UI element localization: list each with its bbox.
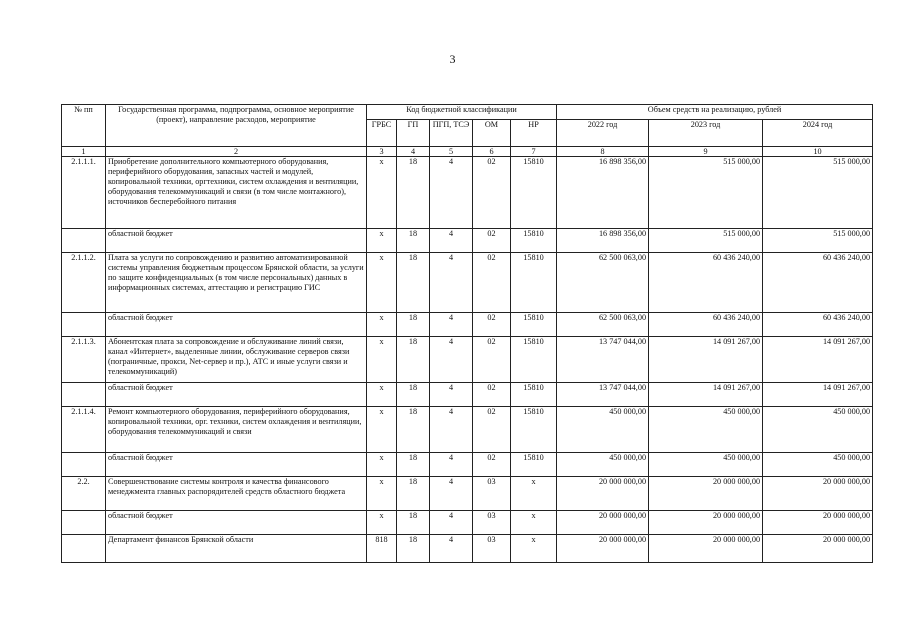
col-om-header: ОМ	[473, 120, 511, 147]
cell-gp: 18	[397, 453, 430, 477]
cell-2024: 450 000,00	[763, 407, 873, 453]
cell-grbs: х	[367, 313, 397, 337]
table-subrow	[62, 313, 873, 337]
subrow-name: областной бюджет	[106, 229, 367, 253]
table-subrow	[62, 511, 873, 535]
row-number: 2.2.	[62, 477, 106, 511]
cell-grbs: х	[367, 337, 397, 383]
cell-2023: 20 000 000,00	[649, 535, 763, 563]
amount-group-header: Объем средств на реализацию, рублей	[557, 105, 873, 120]
col-2024-header: 2024 год	[763, 120, 873, 147]
index-cell: 3	[367, 147, 397, 157]
row-number: 2.1.1.3.	[62, 337, 106, 383]
cell-2022: 450 000,00	[557, 407, 649, 453]
cell-pgp: 4	[430, 535, 473, 563]
cell-gp: 18	[397, 157, 430, 229]
cell-nr: х	[511, 477, 557, 511]
index-cell: 9	[649, 147, 763, 157]
cell-2022: 13 747 044,00	[557, 337, 649, 383]
empty-cell	[62, 229, 106, 253]
index-cell: 1	[62, 147, 106, 157]
cell-2022: 13 747 044,00	[557, 383, 649, 407]
cell-2023: 20 000 000,00	[649, 477, 763, 511]
table-row	[62, 253, 873, 313]
index-cell: 6	[473, 147, 511, 157]
budget-table	[61, 104, 873, 563]
cell-2022: 16 898 356,00	[557, 157, 649, 229]
cell-nr: х	[511, 535, 557, 563]
cell-2023: 14 091 267,00	[649, 383, 763, 407]
col-grbs-header: ГРБС	[367, 120, 397, 147]
cell-gp: 18	[397, 407, 430, 453]
cell-2024: 20 000 000,00	[763, 477, 873, 511]
cell-pgp: 4	[430, 253, 473, 313]
cell-om: 02	[473, 407, 511, 453]
index-cell: 2	[106, 147, 367, 157]
cell-om: 02	[473, 383, 511, 407]
cell-2024: 20 000 000,00	[763, 535, 873, 563]
cell-nr: 15810	[511, 383, 557, 407]
cell-2024: 14 091 267,00	[763, 383, 873, 407]
col-2022-header: 2022 год	[557, 120, 649, 147]
row-number	[62, 535, 106, 563]
index-cell: 8	[557, 147, 649, 157]
cell-pgp: 4	[430, 313, 473, 337]
cell-2022: 62 500 063,00	[557, 313, 649, 337]
table-row	[62, 477, 873, 511]
cell-2022: 450 000,00	[557, 453, 649, 477]
cell-2024: 20 000 000,00	[763, 511, 873, 535]
cell-2022: 62 500 063,00	[557, 253, 649, 313]
index-cell: 10	[763, 147, 873, 157]
empty-cell	[62, 511, 106, 535]
cell-2022: 16 898 356,00	[557, 229, 649, 253]
subrow-name: областной бюджет	[106, 453, 367, 477]
col-no-header: № пп	[62, 105, 106, 147]
col-2023-header: 2023 год	[649, 120, 763, 147]
col-pgp-header: ПГП, ТСЭ	[430, 120, 473, 147]
row-name: Плата за услуги по сопровождению и развитию автоматизированной системы управления бюджетным процессом Брянской области, за услуги по защите конфиденциальных (в том числе персональных) данных в информационных системах, аттестацию и регистрацию ГИС	[106, 253, 367, 313]
cell-2023: 60 436 240,00	[649, 313, 763, 337]
cell-gp: 18	[397, 511, 430, 535]
cell-om: 02	[473, 229, 511, 253]
cell-2023: 20 000 000,00	[649, 511, 763, 535]
cell-grbs: х	[367, 253, 397, 313]
cell-nr: 15810	[511, 253, 557, 313]
cell-grbs: х	[367, 453, 397, 477]
cell-pgp: 4	[430, 511, 473, 535]
subrow-name: областной бюджет	[106, 313, 367, 337]
cell-nr: 15810	[511, 229, 557, 253]
cell-2024: 14 091 267,00	[763, 337, 873, 383]
col-name-header: Государственная программа, подпрограмма, основное мероприятие (проект), направление расходов, мероприятие	[106, 105, 367, 147]
empty-cell	[62, 313, 106, 337]
cell-nr: х	[511, 511, 557, 535]
cell-grbs: х	[367, 383, 397, 407]
table-row	[62, 535, 873, 563]
cell-gp: 18	[397, 253, 430, 313]
cell-gp: 18	[397, 477, 430, 511]
cell-om: 03	[473, 535, 511, 563]
row-name: Абонентская плата за сопровождение и обслуживание линий связи, канал «Интернет», выделенные линии, обслуживание серверов связи (пограничные, прокси, Net-сервер и пр.), АТС и иные услуги связи и телекоммуникаций)	[106, 337, 367, 383]
row-number: 2.1.1.1.	[62, 157, 106, 229]
page-number: 3	[449, 52, 456, 66]
cell-pgp: 4	[430, 337, 473, 383]
cell-nr: 15810	[511, 157, 557, 229]
table-subrow	[62, 453, 873, 477]
cell-om: 02	[473, 157, 511, 229]
cell-grbs: 818	[367, 535, 397, 563]
row-name: Ремонт компьютерного оборудования, периферийного оборудования, копировальной техники, орг. техники, систем охлаждения и вентиляции, оборудования телекоммуникаций и связи	[106, 407, 367, 453]
cell-pgp: 4	[430, 229, 473, 253]
table-row	[62, 157, 873, 229]
table-row	[62, 337, 873, 383]
cell-2022: 20 000 000,00	[557, 477, 649, 511]
cell-2023: 515 000,00	[649, 157, 763, 229]
cell-nr: 15810	[511, 453, 557, 477]
cell-gp: 18	[397, 383, 430, 407]
cell-nr: 15810	[511, 313, 557, 337]
cell-gp: 18	[397, 229, 430, 253]
cell-2023: 14 091 267,00	[649, 337, 763, 383]
cell-gp: 18	[397, 337, 430, 383]
header-row-1	[62, 105, 873, 120]
subrow-name: областной бюджет	[106, 511, 367, 535]
row-number: 2.1.1.2.	[62, 253, 106, 313]
cell-om: 02	[473, 253, 511, 313]
index-cell: 4	[397, 147, 430, 157]
cell-2024: 515 000,00	[763, 229, 873, 253]
cell-om: 02	[473, 313, 511, 337]
budget-code-group-header: Код бюджетной классификации	[367, 105, 557, 120]
index-cell: 5	[430, 147, 473, 157]
cell-grbs: х	[367, 157, 397, 229]
cell-grbs: х	[367, 477, 397, 511]
row-name: Приобретение дополнительного компьютерного оборудования, периферийного оборудования, запасных частей и модулей, копировальной техники, оргтехники, систем охлаждения и вентиляции, оборудования телекоммуникаций и связи (в том числе монтажного), источников бесперебойного питания	[106, 157, 367, 229]
cell-grbs: х	[367, 511, 397, 535]
cell-2022: 20 000 000,00	[557, 535, 649, 563]
cell-2023: 450 000,00	[649, 407, 763, 453]
cell-om: 03	[473, 511, 511, 535]
cell-om: 02	[473, 337, 511, 383]
cell-om: 03	[473, 477, 511, 511]
cell-2023: 515 000,00	[649, 229, 763, 253]
cell-2024: 515 000,00	[763, 157, 873, 229]
row-name: Департамент финансов Брянской области	[106, 535, 367, 563]
subrow-name: областной бюджет	[106, 383, 367, 407]
col-nr-header: НР	[511, 120, 557, 147]
table-subrow	[62, 383, 873, 407]
empty-cell	[62, 453, 106, 477]
cell-nr: 15810	[511, 407, 557, 453]
cell-nr: 15810	[511, 337, 557, 383]
cell-pgp: 4	[430, 477, 473, 511]
cell-pgp: 4	[430, 453, 473, 477]
cell-gp: 18	[397, 313, 430, 337]
cell-grbs: х	[367, 407, 397, 453]
row-number: 2.1.1.4.	[62, 407, 106, 453]
cell-2023: 450 000,00	[649, 453, 763, 477]
empty-cell	[62, 383, 106, 407]
cell-pgp: 4	[430, 157, 473, 229]
row-name: Совершенствование системы контроля и качества финансового менеджмента главных распорядителей средств областного бюджета	[106, 477, 367, 511]
cell-2024: 60 436 240,00	[763, 313, 873, 337]
table-subrow	[62, 229, 873, 253]
cell-2022: 20 000 000,00	[557, 511, 649, 535]
cell-gp: 18	[397, 535, 430, 563]
cell-om: 02	[473, 453, 511, 477]
column-index-row	[62, 147, 873, 157]
cell-pgp: 4	[430, 407, 473, 453]
table-row	[62, 407, 873, 453]
cell-2023: 60 436 240,00	[649, 253, 763, 313]
index-cell: 7	[511, 147, 557, 157]
cell-2024: 450 000,00	[763, 453, 873, 477]
cell-2024: 60 436 240,00	[763, 253, 873, 313]
cell-pgp: 4	[430, 383, 473, 407]
cell-grbs: х	[367, 229, 397, 253]
col-gp-header: ГП	[397, 120, 430, 147]
